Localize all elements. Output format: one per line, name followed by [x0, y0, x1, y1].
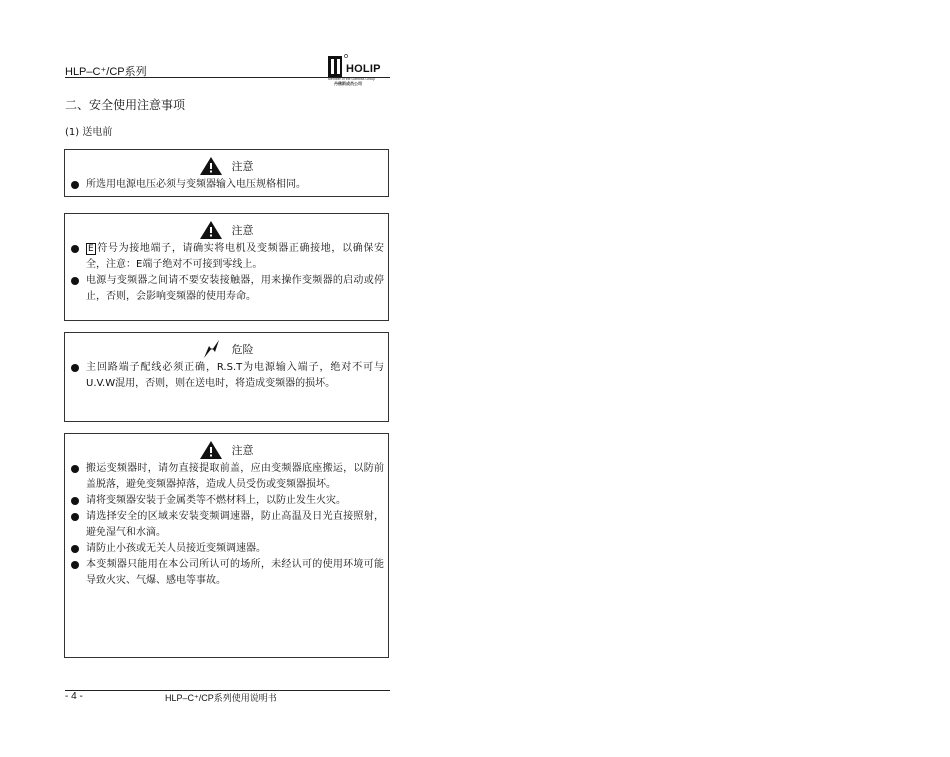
list-item: 请防止小孩或无关人员接近变频调速器。 — [69, 541, 384, 557]
logo-wordmark: HOLIP — [346, 63, 381, 75]
list-item: 电源与变频器之间请不要安装接触器，用来操作变频器的启动或停止，否则，会影响变频器的使用寿命。 — [69, 273, 384, 305]
list-item: 主回路端子配线必须正确，R.S.T为电源输入端子，绝对不可与U.V.W混用，否则，则在送电时，将造成变频器的损坏。 — [69, 360, 384, 392]
list-item: 所选用电源电压必须与变频器输入电压规格相同。 — [69, 177, 384, 193]
bullet-icon — [71, 245, 79, 253]
logo-tagline-cn: 丹佛斯成员公司 — [334, 81, 362, 86]
box-heading-label: 危险 — [231, 343, 254, 356]
logo-tagline: Member of the Danfoss Group — [328, 77, 376, 81]
box-item-list — [65, 177, 388, 193]
list-item: E 符号为接地端子，请确实将电机及变频器正确接地，以确保安全，注意：E端子绝对不可接到零线上。 — [69, 241, 384, 273]
box-heading-label: 注意 — [231, 444, 254, 457]
warning-triangle-icon — [200, 157, 222, 175]
bullet-icon — [71, 497, 79, 505]
warning-triangle-icon — [200, 221, 222, 239]
page-number: - 4 - — [65, 691, 83, 702]
caution-box-3 — [64, 433, 389, 658]
bullet-icon — [71, 465, 79, 473]
bullet-icon — [71, 181, 79, 189]
list-item: 请将变频器安装于金属类等不燃材料上，以防止发生火灾。 — [69, 493, 384, 509]
bullet-icon — [71, 513, 79, 521]
box-item-list — [65, 241, 388, 305]
warning-triangle-icon — [200, 441, 222, 459]
box-heading — [65, 219, 388, 241]
bullet-icon — [71, 277, 79, 285]
list-item: 搬运变频器时，请勿直接提取前盖，应由变频器底座搬运，以防前盖脱落，避免变频器掉落，造成人员受伤或变频器损坏。 — [69, 461, 384, 493]
box-heading — [65, 155, 388, 177]
caution-box-2 — [64, 213, 389, 321]
ground-symbol: E — [88, 244, 94, 254]
section-title: 二、安全使用注意事项 — [65, 98, 186, 112]
sub-title: (1) 送电前 — [65, 127, 113, 138]
list-item: 本变频器只能用在本公司所认可的场所，未经认可的使用环境可能导致火灾、气爆、感电等事故。 — [69, 557, 384, 589]
box-heading — [65, 439, 388, 461]
box-heading-label: 注意 — [231, 224, 254, 237]
list-item: 请选择安全的区域来安装变频调速器，防止高温及日光直接照射，避免湿气和水滴。 — [69, 509, 384, 541]
bullet-icon — [71, 545, 79, 553]
box-heading-label: 注意 — [231, 160, 254, 173]
footer-title: HLP–C⁺/CP系列使用说明书 — [165, 693, 277, 703]
box-item-list — [65, 461, 388, 589]
lightning-icon — [200, 339, 222, 359]
danger-box — [64, 332, 389, 422]
holip-logo — [328, 53, 390, 87]
header-title: HLP–C⁺/CP系列 — [65, 66, 147, 78]
box-heading — [65, 338, 388, 360]
caution-box-1 — [64, 149, 389, 197]
bullet-icon — [71, 561, 79, 569]
bullet-icon — [71, 364, 79, 372]
box-item-list — [65, 360, 388, 392]
